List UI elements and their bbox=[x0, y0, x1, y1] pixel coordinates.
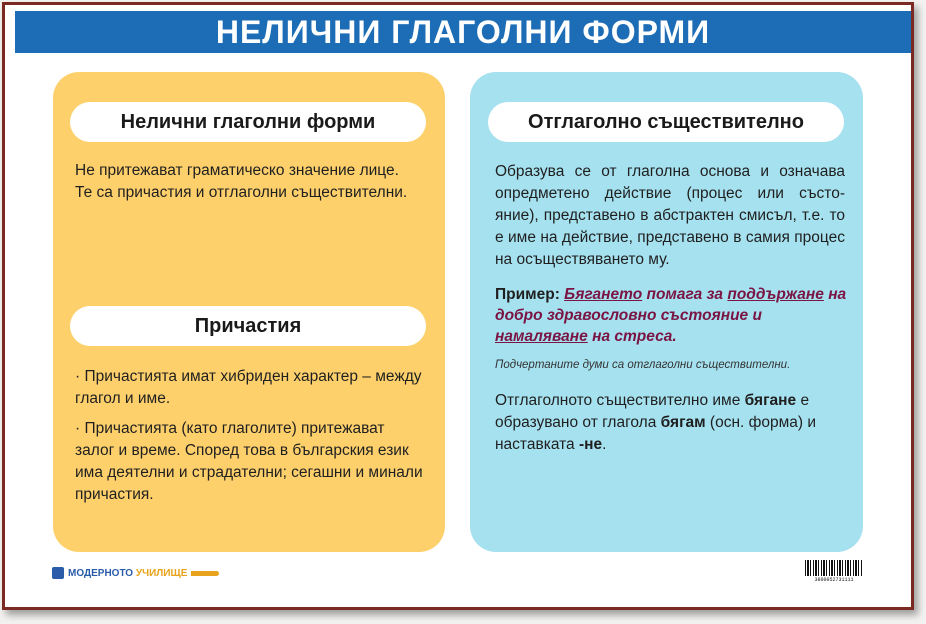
example-text-2: на добро здравословно състояние и bbox=[495, 286, 847, 324]
right-panel bbox=[470, 72, 863, 552]
barcode-bars bbox=[805, 560, 863, 576]
participle-bullet-2: · Причастията (като глаголите) притежават залог и време. Според това в българския език има деятелни и страдателни; сегашни и минали причастия. bbox=[75, 420, 423, 503]
barcode bbox=[805, 560, 863, 584]
definition-text bbox=[75, 160, 430, 204]
formation-text bbox=[495, 390, 845, 456]
example-label: Пример: bbox=[495, 286, 560, 303]
formation-word-running: бягане bbox=[744, 392, 797, 409]
example-text-3: на стреса. bbox=[587, 328, 677, 345]
verbal-noun-definition: Образува се от глаголна основа и означава опредметено действие (процес или състо-яние), представено в абстрактен смисъл, т.е. то е име на действие, представено в самия процес на осъществяването му. bbox=[495, 163, 845, 268]
page-title: НЕЛИЧНИ ГЛАГОЛНИ ФОРМИ bbox=[215, 13, 711, 50]
left-panel bbox=[53, 72, 445, 552]
formation-part-2: е образувано от глагола bbox=[495, 392, 810, 431]
formation-suffix: -не bbox=[578, 436, 603, 453]
logo-icon bbox=[52, 567, 64, 579]
formation-part-3: (осн. форма) и наставката bbox=[495, 414, 817, 453]
pencil-icon bbox=[191, 571, 219, 576]
heading-verbal-noun: Отглаголно съществително bbox=[488, 102, 844, 142]
example-text-1: помага за bbox=[642, 286, 728, 303]
logo-text-main: МОДЕРНОТО bbox=[68, 567, 134, 579]
publisher-logo bbox=[52, 566, 219, 580]
barcode-number: 3800052731111 bbox=[814, 577, 854, 583]
formation-part-4: . bbox=[602, 436, 607, 453]
heading-nonfinite-forms: Нелични глаголни форми bbox=[70, 102, 426, 142]
definition-line-2: Те са причастия и отглаголни съществителни. bbox=[75, 184, 408, 201]
formation-word-run: бягам bbox=[660, 414, 706, 431]
example-word-maintaining: поддържане bbox=[727, 286, 824, 303]
example-word-reducing: намаляване bbox=[495, 328, 588, 345]
definition-line-1: Не притежават граматическо значение лице. bbox=[75, 162, 399, 179]
heading-participles: Причастия bbox=[70, 306, 426, 346]
example-word-running: Бягането bbox=[564, 286, 643, 303]
underline-note: Подчертаните думи са отглаголни съществителни. bbox=[495, 359, 791, 371]
example-sentence bbox=[495, 284, 850, 347]
title-banner bbox=[15, 11, 911, 53]
participle-bullet-1: · Причастията имат хибриден характер – между глагол и име. bbox=[75, 368, 422, 407]
participles-text bbox=[75, 366, 425, 506]
formation-part-1: Отглаголното съществително име bbox=[495, 392, 745, 409]
logo-text-accent: УЧИЛИЩЕ bbox=[135, 567, 188, 579]
